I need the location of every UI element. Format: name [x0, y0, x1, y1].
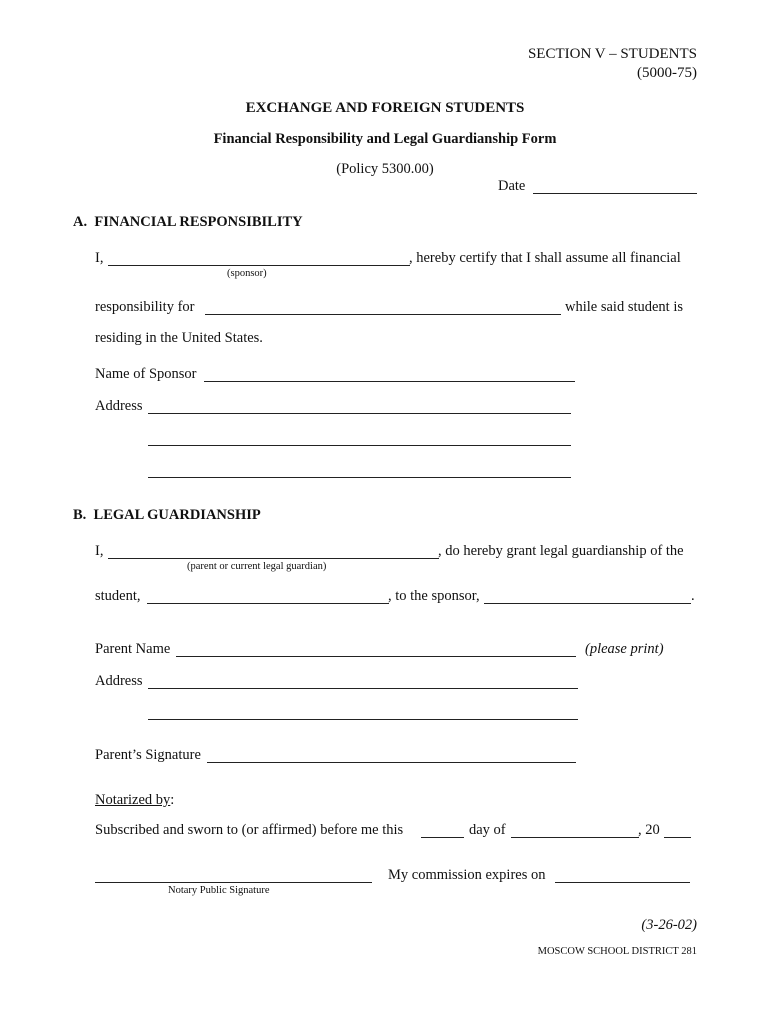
date-label: Date: [498, 178, 526, 194]
responsibility-label: responsibility for: [95, 299, 195, 315]
section-code: (5000-75): [637, 65, 697, 81]
parent-signature-field[interactable]: [207, 762, 576, 763]
notary-signature-caption: Notary Public Signature: [168, 885, 270, 896]
parent-name-field[interactable]: [176, 656, 576, 657]
guardian-field[interactable]: [108, 558, 439, 559]
to-sponsor-field[interactable]: [484, 603, 691, 604]
month-field[interactable]: [511, 837, 639, 838]
day-field[interactable]: [421, 837, 464, 838]
guardian-caption: (parent or current legal guardian): [187, 561, 327, 572]
notarized-by-heading: [95, 792, 174, 809]
sponsor-field[interactable]: [108, 265, 410, 266]
student-name-field[interactable]: [205, 314, 561, 315]
section-b-i-label: I,: [95, 543, 104, 559]
section-header: SECTION V – STUDENTS: [527, 46, 697, 62]
commission-expires-field[interactable]: [555, 882, 690, 883]
section-b-heading: B. LEGAL GUARDIANSHIP: [73, 507, 261, 523]
sworn-text: Subscribed and sworn to (or affirmed) before me this: [95, 822, 404, 838]
section-a-i-label: I,: [95, 250, 104, 266]
district-name: MOSCOW SCHOOL DISTRICT 281: [537, 946, 697, 957]
sponsor-address-line-3[interactable]: [148, 477, 571, 478]
commission-label: My commission expires on: [388, 867, 546, 883]
policy-number: (Policy 5300.00): [336, 161, 434, 177]
notary-signature-field[interactable]: [95, 882, 372, 883]
notarized-by-colon: :: [170, 792, 175, 808]
sponsor-name-label: Name of Sponsor: [95, 366, 197, 382]
grant-text: , do hereby grant legal guardianship of the: [438, 543, 684, 559]
student-field[interactable]: [147, 603, 389, 604]
certify-text: , hereby certify that I shall assume all financial: [409, 250, 681, 266]
parent-address-line-2[interactable]: [148, 719, 578, 720]
student-label: student,: [95, 588, 141, 604]
day-of-text: day of: [469, 822, 506, 838]
page-title: EXCHANGE AND FOREIGN STUDENTS: [245, 100, 525, 116]
parent-name-label: Parent Name: [95, 641, 171, 657]
sponsor-address-line-1[interactable]: [148, 413, 571, 414]
parent-address-label: Address: [95, 673, 143, 689]
sponsor-name-field[interactable]: [204, 381, 575, 382]
notarized-by-text: Notarized by: [95, 792, 171, 808]
page-subtitle: Financial Responsibility and Legal Guardianship Form: [213, 131, 557, 147]
year-prefix: , 20: [638, 822, 660, 838]
revision-date: (3-26-02): [641, 917, 697, 933]
please-print-note: (please print): [585, 641, 664, 657]
year-field[interactable]: [664, 837, 691, 838]
parent-address-line-1[interactable]: [148, 688, 578, 689]
student-line-period: .: [691, 588, 695, 604]
to-sponsor-text: , to the sponsor,: [388, 588, 480, 604]
residing-text: residing in the United States.: [95, 330, 263, 346]
date-field[interactable]: [533, 193, 697, 194]
parent-signature-label: Parent’s Signature: [95, 747, 201, 763]
sponsor-address-line-2[interactable]: [148, 445, 571, 446]
section-a-heading: A. FINANCIAL RESPONSIBILITY: [73, 214, 303, 230]
sponsor-address-label: Address: [95, 398, 143, 414]
while-student-text: while said student is: [565, 299, 684, 315]
sponsor-caption: (sponsor): [227, 268, 267, 279]
